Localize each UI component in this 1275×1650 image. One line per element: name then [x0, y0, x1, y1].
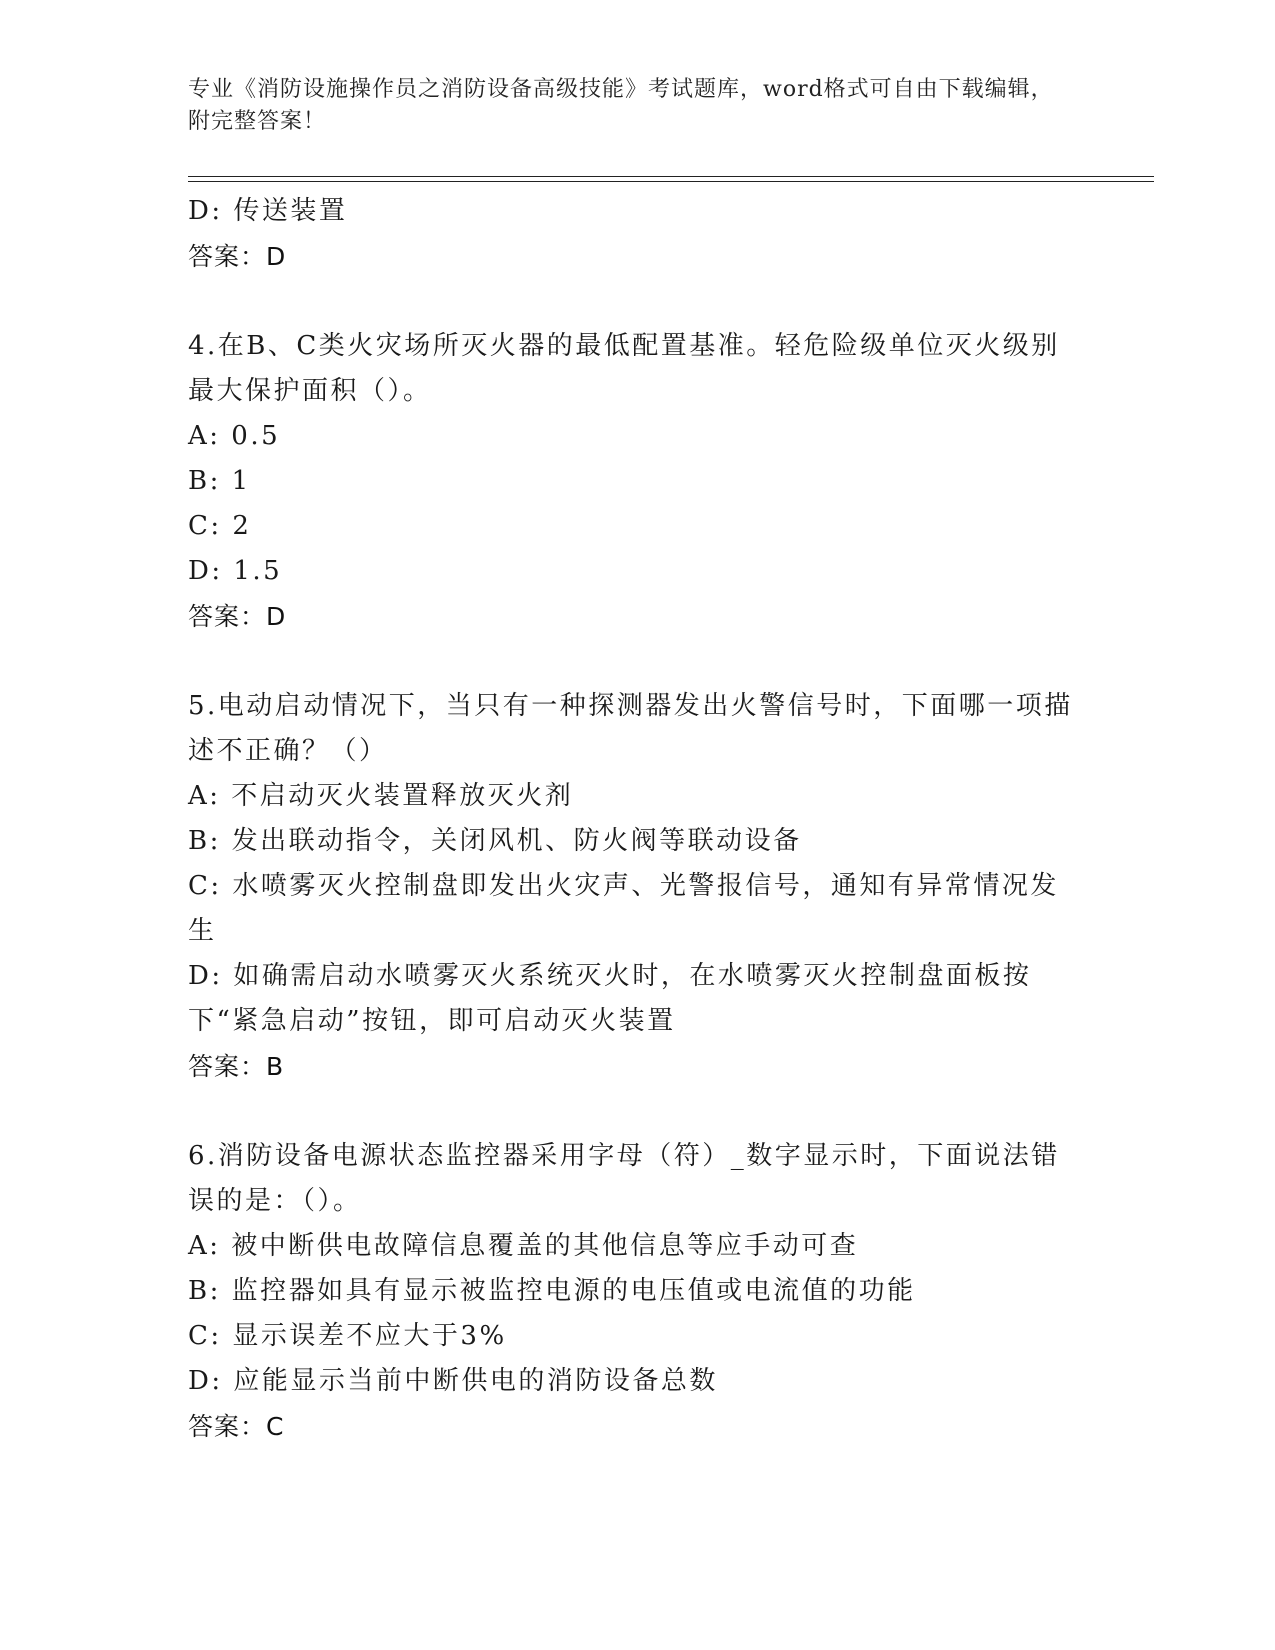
carryover-option-d: D: 传送装置 — [188, 196, 348, 226]
option-b: B: 发出联动指令，关闭风机、防火阀等联动设备 — [188, 826, 802, 856]
question-stem: 5.电动启动情况下，当只有一种探测器发出火警信号时，下面哪一项描述不正确？（） — [188, 691, 1073, 766]
carryover-answer: 答案：D — [188, 242, 287, 271]
question-4 — [188, 324, 1088, 639]
answer: 答案：D — [188, 602, 287, 631]
question-stem: 6.消防设备电源状态监控器采用字母（符）_数字显示时，下面说法错误的是：（）。 — [188, 1141, 1060, 1216]
option-c: C: 2 — [188, 511, 252, 541]
option-a: A: 0.5 — [188, 421, 281, 451]
option-b: B: 1 — [188, 466, 251, 496]
option-a: A: 被中断供电故障信息覆盖的其他信息等应手动可查 — [188, 1231, 859, 1261]
question-5 — [188, 684, 1088, 1089]
header-divider-top — [188, 176, 1154, 177]
document-header: 专业《消防设施操作员之消防设备高级技能》考试题库，word格式可自由下载编辑，附完整答案！ — [188, 77, 1054, 134]
spacer — [188, 1089, 1088, 1134]
option-d: D: 如确需启动水喷雾灭火系统灭火时，在水喷雾灭火控制盘面板按下“紧急启动”按钮，即可启动灭火装置 — [188, 961, 1032, 1036]
spacer — [188, 279, 1088, 324]
option-c: C: 水喷雾灭火控制盘即发出火灾声、光警报信号，通知有异常情况发生 — [188, 871, 1059, 946]
option-a: A: 不启动灭火装置释放灭火剂 — [188, 781, 574, 811]
question-6 — [188, 1134, 1088, 1449]
option-d: D: 1.5 — [188, 556, 283, 586]
option-c: C: 显示误差不应大于3% — [188, 1321, 507, 1351]
header-divider-bottom — [188, 181, 1154, 182]
question-stem: 4.在B、C类火灾场所灭火器的最低配置基准。轻危险级单位灭火级别最大保护面积（）。 — [188, 331, 1060, 406]
answer: 答案：B — [188, 1052, 285, 1081]
spacer — [188, 639, 1088, 684]
option-d: D: 应能显示当前中断供电的消防设备总数 — [188, 1366, 718, 1396]
answer: 答案：C — [188, 1412, 285, 1441]
question-list — [188, 189, 1088, 1449]
option-b: B: 监控器如具有显示被监控电源的电压值或电流值的功能 — [188, 1276, 916, 1306]
